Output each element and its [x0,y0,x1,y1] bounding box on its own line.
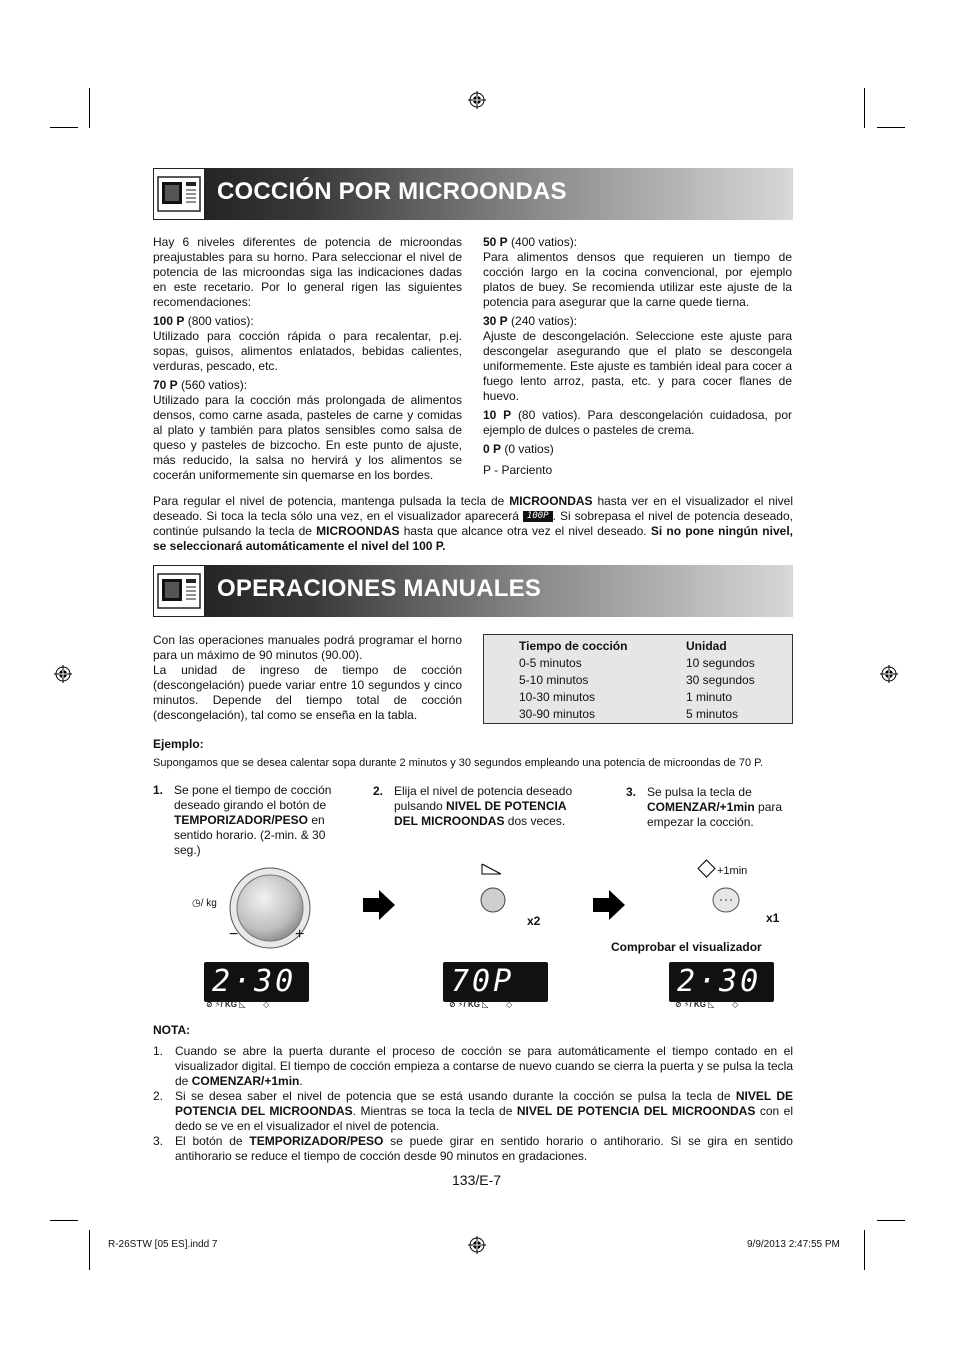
level-heading: 50 P (400 vatios): [483,235,578,249]
p-note: P - Parciento [483,463,553,477]
step-3: 3. Se pulsa la tecla de COMENZAR/+1min para empezar la cocción. [626,785,783,829]
table-cell: 1 minuto [686,689,733,704]
table-row [519,688,755,705]
section-banner [153,565,793,617]
crop-mark [89,1230,90,1270]
note-item: 3. El botón de TEMPORIZADOR/PESO se puede girar en sentido horario o antihorario. Si se gira en sentido antihorario se reduce el tiempo de cocción desde 90 minutos en gradaciones. [153,1134,793,1163]
display-indicators: ⊘ ⚡/ KG ◺ ◇ [449,1000,513,1009]
level-description: Para alimentos densos que requieren un tiempo de cocción largo en la cocina convencional, por ejemplo platos de buey. Se recomienda utilizar este ajuste de la potencia para asegurar que la carne quede tierna. [483,250,792,309]
display-readout: 2·30 [212,964,297,999]
table-cell: 10 segundos [686,655,755,670]
step-1: 1. Se pone el tiempo de cocción deseado girando el botón de TEMPORIZADOR/PESO en sentido horario. (2-min. & 30 seg.) [153,783,332,857]
start-plus-1min-button[interactable] [711,886,741,914]
example-text: Supongamos que se desea calentar sopa durante 2 minutos y 30 segundos empleando una potencia de microondas de 70 P. [153,757,764,769]
notes-list [153,1044,793,1164]
registration-mark-icon [468,1236,486,1254]
table-cell: 30 segundos [686,672,755,687]
time-unit-table [483,634,793,724]
level-heading: 100 P (800 vatios): [153,314,254,328]
clock-icon: ◷ [192,898,201,909]
display-readout: 70P [451,964,515,999]
table-row [519,671,755,688]
display-indicators: ⊘ ⚡/ KG ◺ ◇ [206,1000,270,1009]
manual-paragraph: Con las operaciones manuales podrá programar el horno para un máximo de 90 minutos (90.00). [153,633,462,662]
minus-label: − [229,926,239,943]
crop-mark [864,88,865,128]
inline-display: 100P [523,511,553,522]
table-cell: 5 minutos [686,706,739,721]
check-display-label: Comprobar el visualizador [611,940,762,954]
crop-mark [50,127,78,128]
section-title: COCCIÓN POR MICROONDAS [217,178,567,205]
display-panel [443,962,548,1002]
right-arrow-icon [593,890,625,920]
level-heading: 70 P (560 vatios): [153,378,248,392]
regulate-paragraph: Para regular el nivel de potencia, mantenga pulsada la tecla de MICROONDAS hasta ver en el visualizador el nivel deseado. Si toca la tecla sólo una vez, en el visualizador aparecerá 100P . Si sobrepasa el nivel de potencia deseado, continúe pulsando la tecla de MICROONDAS hasta que alcance otra vez el nivel deseado. Si no pone ningún nivel, se seleccionará automáticamente el nivel del 100 P. [153,494,793,553]
example-label: Ejemplo: [153,737,204,751]
crop-mark [89,88,90,128]
table-cell: 10-30 minutos [519,689,596,704]
crop-mark [864,1230,865,1270]
table-row [519,705,755,722]
table-header: Tiempo de cocción [519,638,628,653]
page-number: 133/E-7 [452,1172,502,1188]
step-2: 2. Elija el nivel de potencia deseado pulsando NIVEL DE POTENCIA DEL MICROONDAS dos veces. [373,784,573,828]
display-indicators: ⊘ ⚡/ KG ◺ ◇ [675,1000,739,1009]
press-count: x2 [527,914,541,928]
level-heading: 10 P (80 vatios). Para descongelación cuidadosa, por ejemplo de dulces o pasteles de crema. [483,408,793,437]
intro-paragraph: Hay 6 niveles diferentes de potencia de microondas preajustables para su horno. Para seleccionar el nivel de potencia de las microondas siga las indicaciones dadas en este recetario. Por lo general rigen las siguientes recomendaciones: [153,235,462,309]
table-header-row [519,637,755,654]
table-cell: 0-5 minutos [519,655,582,670]
table-row [519,654,755,671]
section-banner [153,168,793,220]
level-description: Utilizado para cocción rápida o para recalentar, p.ej. sopas, guisos, alimentos enlatados, bebidas calientes, verduras, pescado, etc. [153,329,462,373]
dial-label: ◷/ kg [192,898,217,909]
note-label: NOTA: [153,1023,191,1037]
display-readout: 2·30 [677,964,762,999]
level-heading: 0 P (0 vatios) [483,442,554,456]
registration-mark-icon [468,91,486,109]
registration-mark-icon [880,665,898,683]
crop-mark [877,127,905,128]
right-arrow-icon [363,890,395,920]
footer-date: 9/9/2013 2:47:55 PM [747,1239,840,1250]
left-column [153,235,462,483]
right-column [483,235,792,478]
manual-intro [153,633,462,723]
registration-mark-icon [54,665,72,683]
display-panel [204,962,309,1002]
note-item: 1. Cuando se abre la puerta durante el proceso de cocción se para automáticamente el tiempo contado en el visualizador digital. El tiempo de cocción empieza a contarse de nuevo cuando se cierra la puerta y se pulsa la tecla de COMENZAR/+1min. [153,1044,793,1088]
press-count: x1 [766,911,780,925]
start-icon [697,859,715,877]
table-header: Unidad [686,638,727,653]
level-description: Ajuste de descongelación. Seleccione este ajuste para descongelar asegurando que el plato se descongela uniformemente. Este ajuste es también ideal para cocer a fuego lento arroz, pasta, etc. y para cocer flanes de huevo. [483,329,792,403]
microwave-power-button[interactable] [479,886,507,914]
manual-paragraph: La unidad de ingreso de tiempo de cocción (descongelación) puede variar entre 10 segundos y cinco minutos. Depende del tiempo total de cocción (descongelación), tal como se enseña en la tabla. [153,663,462,722]
microwave-power-icon [481,862,503,876]
footer-file: R-26STW [05 ES].indd 7 [108,1239,218,1250]
start-label: +1min [700,862,747,877]
crop-mark [50,1220,78,1221]
level-heading: 30 P (240 vatios): [483,314,578,328]
level-description: Utilizado para la cocción más prolongada de alimentos densos, como carne asada, pasteles de carne y comidas al plato y también para platos sensibles como salsa de queso y pasteles de bizcocho. En este punto de ajuste, más reducido, la salsa no hervirá y los alimentos se cocerán uniformemente sin quemarse en los bordes. [153,393,462,482]
crop-mark [877,1220,905,1221]
microwave-icon [153,565,205,617]
plus-label: + [295,926,305,943]
microwave-icon [153,168,205,220]
note-item: 2. Si se desea saber el nivel de potencia que se está usando durante la cocción se pulsa la tecla de NIVEL DE POTENCIA DEL MICROONDAS. Mientras se toca la tecla de NIVEL DE POTENCIA DEL MICROONDAS con el dedo se ve en el visualizador el nivel de potencia. [153,1089,794,1133]
table-cell: 5-10 minutos [519,672,589,687]
display-panel [669,962,774,1002]
section-title: OPERACIONES MANUALES [217,575,542,602]
table-cell: 30-90 minutos [519,706,596,721]
